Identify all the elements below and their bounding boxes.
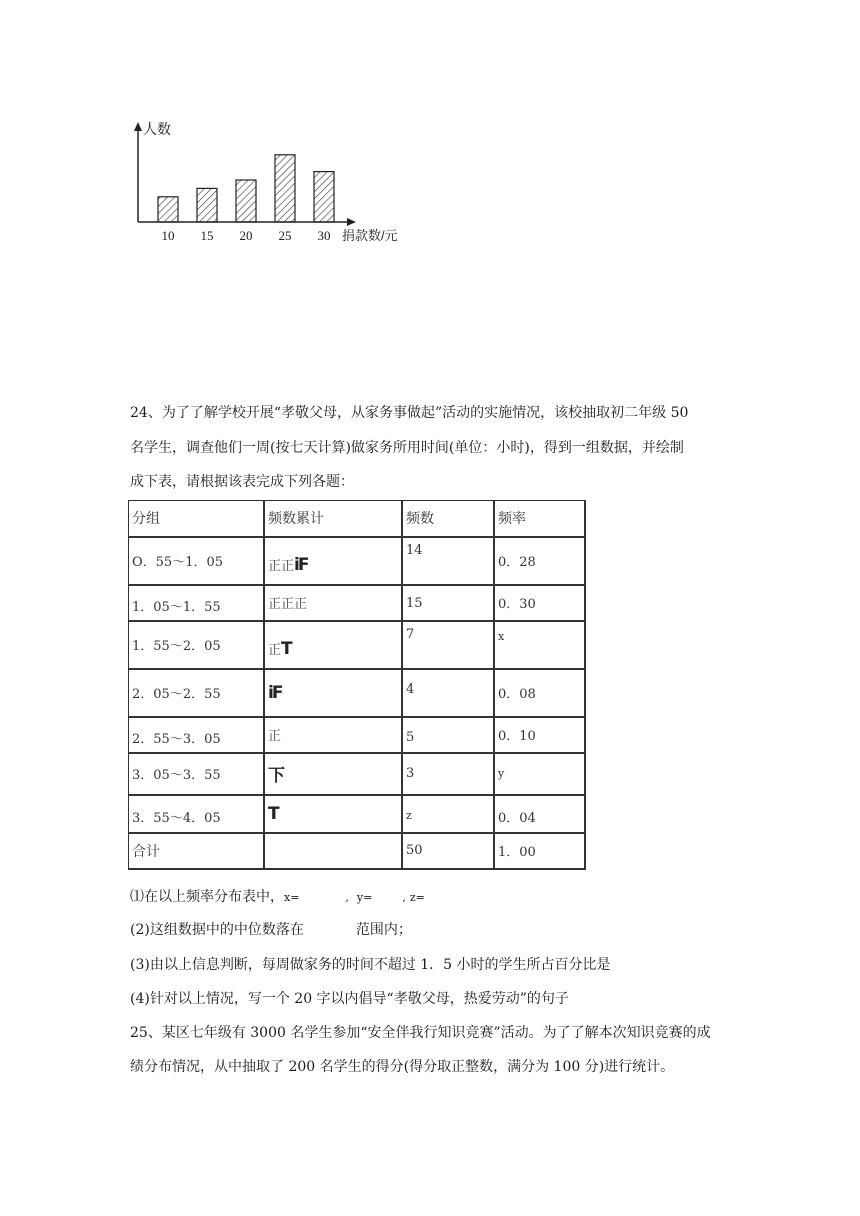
count-cell: 4 [402,669,494,717]
group-cell: 1．05～1．55 [129,585,265,621]
frequency-cell: 0．30 [494,585,585,621]
tally-cell [264,585,402,621]
group-cell: 合计 [129,833,265,869]
y-axis-arrow [134,122,142,131]
bar-15 [197,188,217,222]
bar-20 [236,180,256,222]
tally-mark: T [281,638,291,659]
frequency-cell: 1．00 [494,833,585,869]
q24-sub-3: (3)由以上信息判断，每周做家务的时间不超过 1．5 小时的学生所占百分比是 [130,957,611,973]
tally-cell [264,795,402,833]
tally-cell [264,537,402,585]
table-header-row [129,501,586,537]
group-cell: 3．05～3．55 [129,753,265,795]
frequency-cell: 0．28 [494,537,585,585]
tally-mark: T [268,803,278,824]
table-row [129,585,586,621]
sub-2-text: (2)这组数据中的中位数落在 [130,922,304,938]
frequency-cell: 0．08 [494,669,585,717]
bar-10 [158,197,178,222]
x-tick-label: 15 [200,228,214,243]
tally-mark: iF [294,554,308,575]
table-row [129,669,586,717]
blank-x: x= [284,891,300,904]
tally-cell [264,717,402,753]
q24-sub-2 [130,919,412,941]
frequency-cell: y [494,753,585,795]
frequency-cell: x [494,621,585,669]
q24-sub-1: ⑴在以上频率分布表中，x= , y= , z= [130,889,425,905]
tally-mark: iF [268,682,282,703]
group-cell: 3．55～4．05 [129,795,265,833]
y-axis-label: 人数 [143,123,171,138]
q24-sub-4: (4)针对以上情况，写一个 20 字以内倡导“孝敬父母，热爱劳动”的句子 [130,991,569,1007]
tally-text: 正正 [268,558,295,574]
tally-mark: 下 [268,766,283,786]
x-axis-arrow [347,218,356,226]
header-frequency: 频率 [494,501,585,537]
donation-bar-chart [126,118,416,250]
tally-cell [264,833,402,869]
header-group: 分组 [129,501,265,537]
bar-25 [275,155,295,222]
q24-line-1: 24、为了了解学校开展“孝敬父母，从家务事做起”活动的实施情况，该校抽取初二年级 50 [130,405,689,421]
count-cell: 3 [402,753,494,795]
bar-30 [314,172,334,222]
q24-line-3: 成下表，请根据该表完成下列各题： [130,474,354,490]
count-cell: 7 [402,621,494,669]
x-tick-label: 10 [161,228,175,243]
tally-cell [264,621,402,669]
q24-line-2: 名学生，调查他们一周(按七天计算)做家务所用时间(单位：小时)，得到一组数据，并绘制 [130,440,684,456]
tally-cell [264,753,402,795]
count-cell: 50 [402,833,494,869]
count-cell: 14 [402,537,494,585]
count-cell: 5 [402,717,494,753]
x-tick-label: 20 [239,228,253,243]
group-cell: O．55～1．05 [129,537,265,585]
table-row [129,753,586,795]
blank-y: y= [356,891,373,904]
header-tally: 频数累计 [264,501,402,537]
table-row [129,537,586,585]
count-cell: 15 [402,585,494,621]
count-cell: z [402,795,494,833]
blank-z: z= [409,891,425,904]
header-count: 频数 [402,501,494,537]
sub-2-suffix: 范围内； [355,922,412,938]
frequency-cell: 0．04 [494,795,585,833]
group-cell: 2．55～3．05 [129,717,265,753]
tally-text: 正 [268,729,282,744]
table-row [129,795,586,833]
tally-text: 正 [268,642,282,658]
tally-text: 正正正 [268,597,308,612]
tally-cell [264,669,402,717]
sub-1-text: ⑴在以上频率分布表中， [130,889,284,905]
table-row [129,833,586,869]
q25-line-1: 25、某区七年级有 3000 名学生参加“安全伴我行知识竞赛”活动。为了了解本次知识竞赛的成 [130,1025,711,1041]
table-row [129,717,586,753]
frequency-cell: 0．10 [494,717,585,753]
x-tick-label: 30 [317,228,331,243]
frequency-table [128,500,586,870]
group-cell: 2．05～2．55 [129,669,265,717]
table-row [129,621,586,669]
group-cell: 1．55～2．05 [129,621,265,669]
x-tick-label: 25 [278,228,292,243]
q25-line-2: 绩分布情况，从中抽取了 200 名学生的得分(得分取正整数，满分为 100 分)进行统计。 [130,1059,675,1075]
x-axis-label: 捐款数/元 [342,228,398,243]
